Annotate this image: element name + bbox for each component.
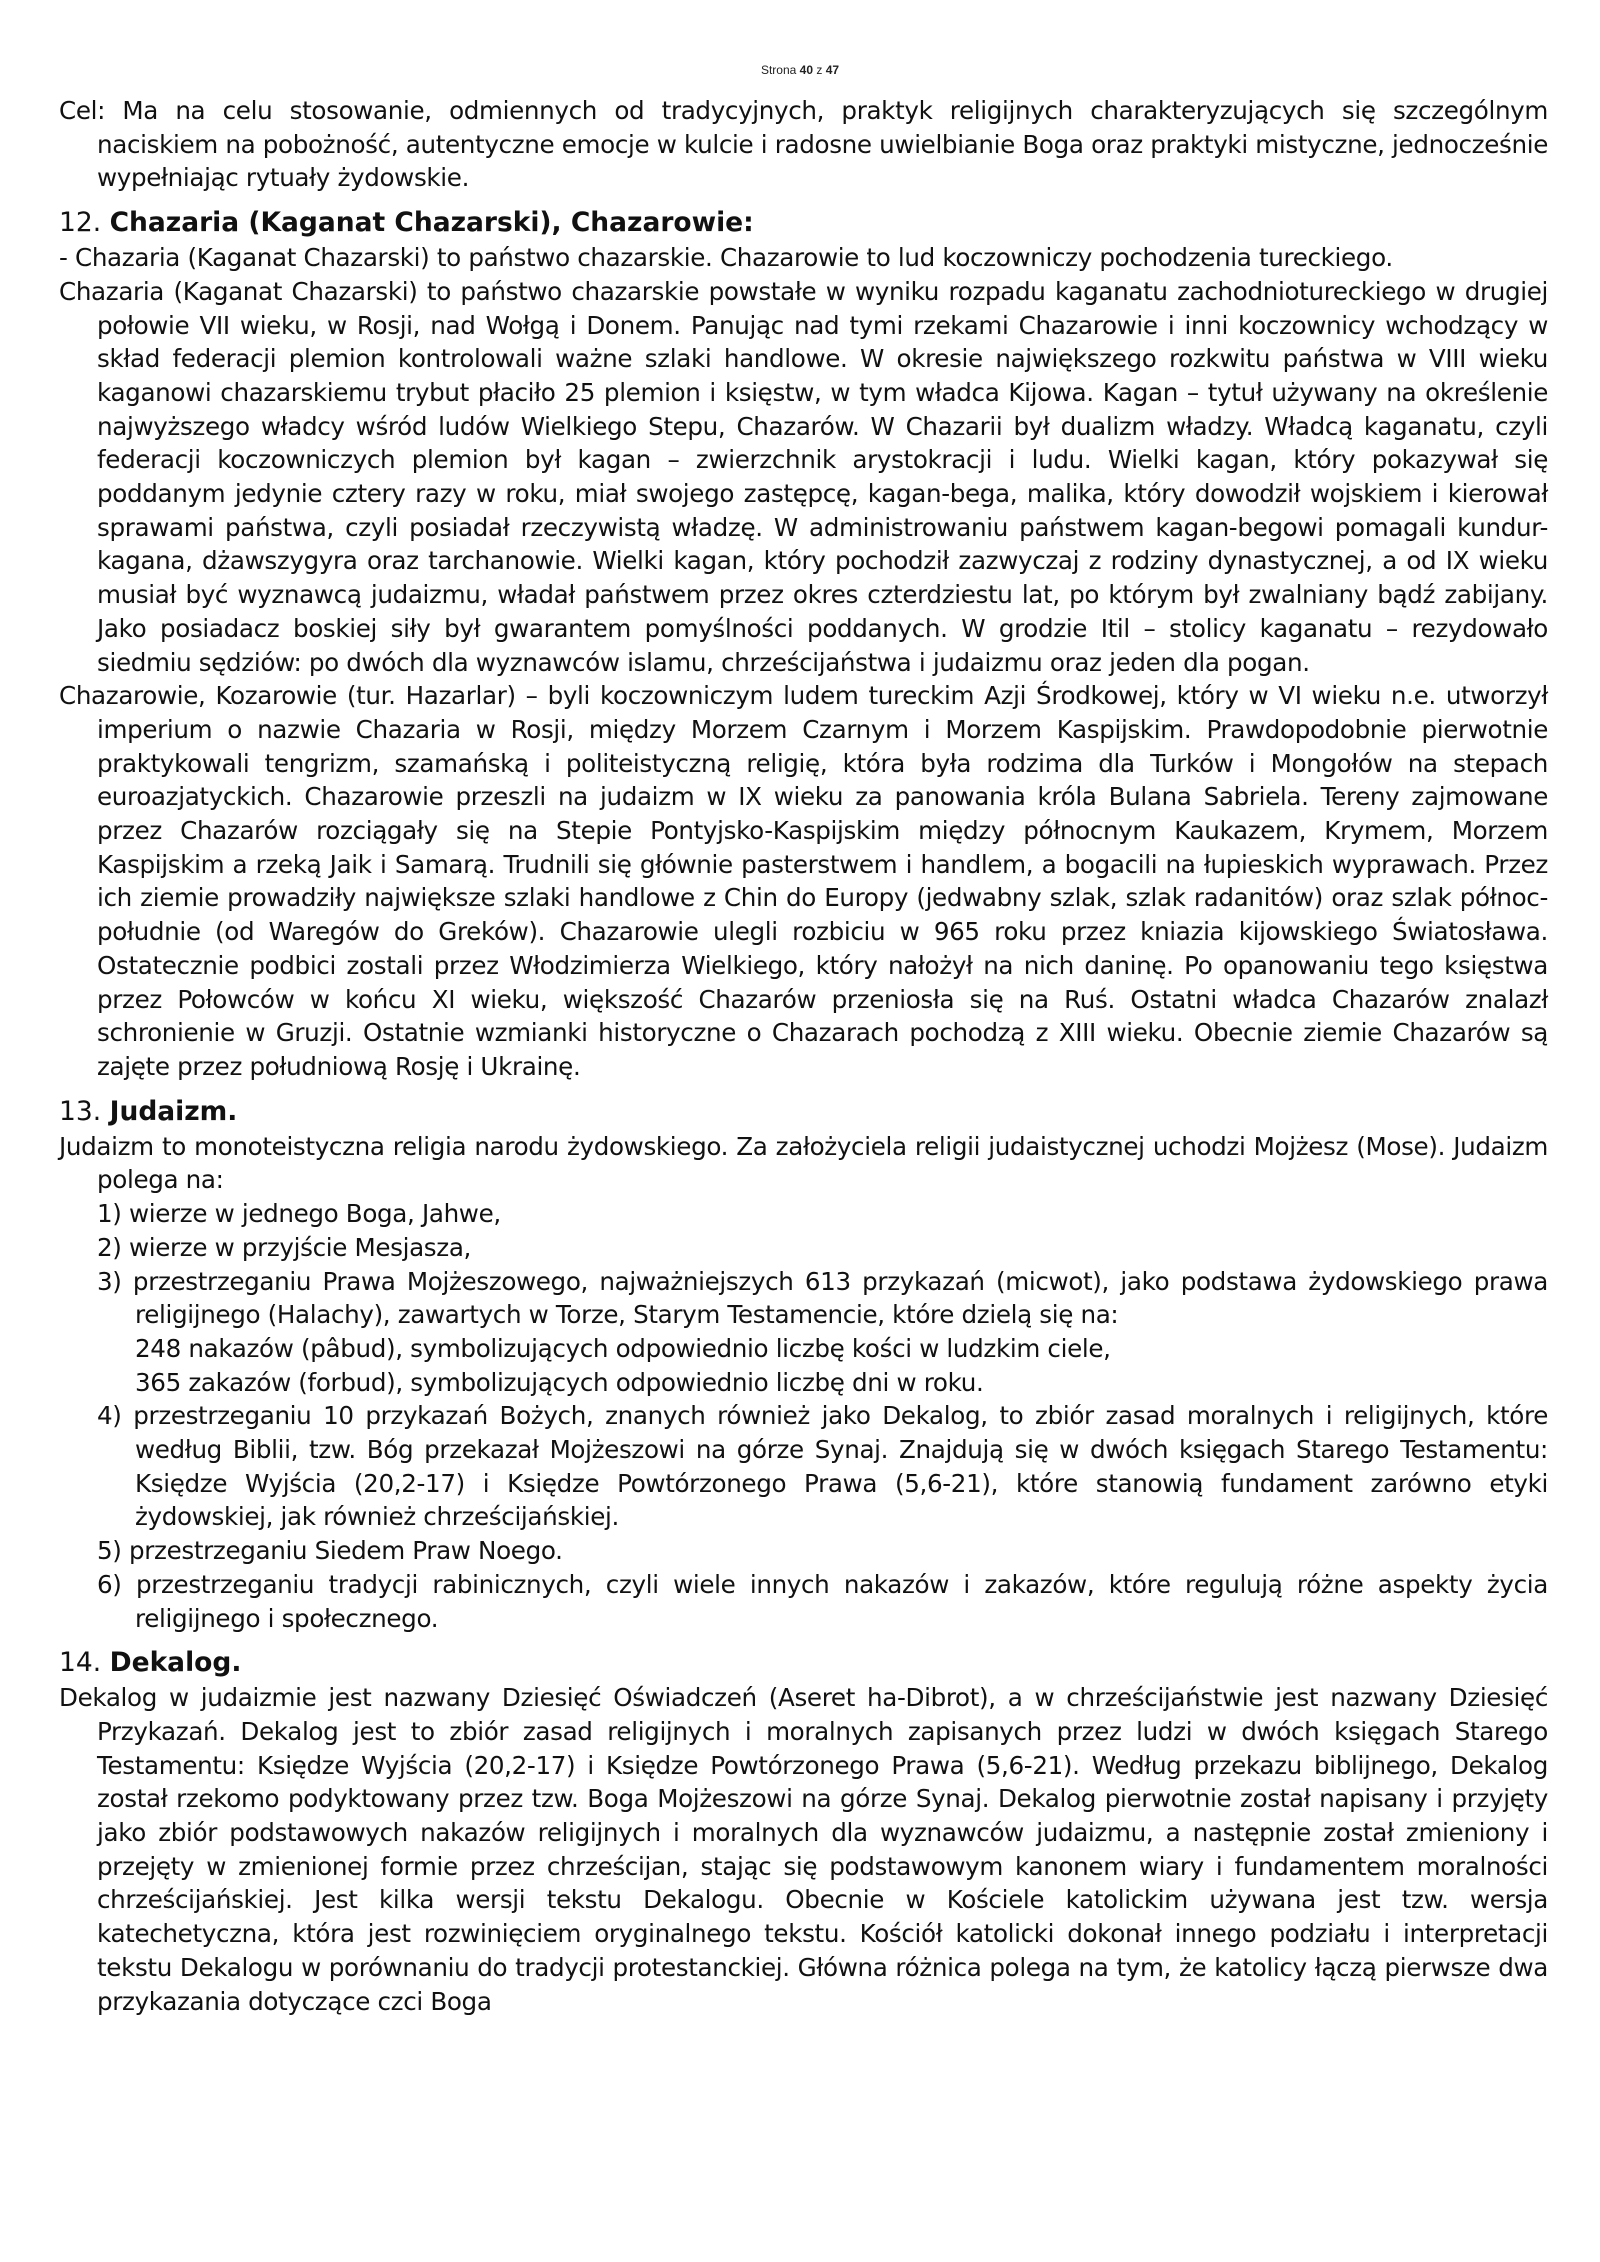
page-current: 40 [799, 63, 813, 77]
section-13-number: 13. [59, 1095, 102, 1127]
section-14-title: Dekalog. [109, 1647, 242, 1679]
list-item: 2) wierze w przyjście Mesjasza, [97, 1232, 472, 1262]
section-12-title: Chazaria (Kaganat Chazarski), Chazarowie: [109, 207, 754, 239]
section-13-title: Judaizm. [109, 1095, 238, 1127]
section-12-number: 12. [59, 207, 102, 239]
sub-list-item: 365 zakazów (forbud), symbolizujących odpowiednio liczbę dni w roku. [135, 1367, 984, 1397]
section-12-paragraph: - Chazaria (Kaganat Chazarski) to państwo chazarskie. Chazarowie to lud koczowniczy pochodzenia tureckiego. [59, 243, 1393, 273]
list-item: 3) przestrzeganiu Prawa Mojżeszowego, najważniejszych 613 przykazań (micwot), jako podstawa żydowskiego prawa religijnego (Halachy), zawartych w Torze, Starym Testamencie, które dzielą się na: [97, 1266, 1548, 1330]
cel-paragraph: Cel: Ma na celu stosowanie, odmiennych od tradycyjnych, praktyk religijnych charakteryzujących się szczególnym naciskiem na pobożność, autentyczne emocje w kulcie i radosne uwielbianie Boga oraz praktyki mistyczne, jednocześnie wypełniając rytuały żydowskie. [59, 96, 1548, 193]
section-12-heading [59, 205, 1548, 241]
section-14-number: 14. [59, 1647, 102, 1679]
page-number [0, 63, 1600, 77]
section-14-heading [59, 1645, 1548, 1681]
section-12-paragraph: Chazaria (Kaganat Chazarski) to państwo chazarskie powstałe w wyniku rozpadu kaganatu zachodniotureckiego w drugiej połowie VII wieku, w Rosji, nad Wołgą i Donem. Panując nad tymi rzekami Chazarowie i inni koczownicy wchodzący w skład federacji plemion kontrolowali ważne szlaki handlowe. W okresie największego rozkwitu państwa w VIII wieku kaganowi chazarskiemu trybut płaciło 25 plemion i księstw, w tym władca Kijowa. Kagan – tytuł używany na określenie najwyższego władcy wśród ludów Wielkiego Stepu, Chazarów. W Chazarii był dualizm władzy. Władcą kaganatu, czyli federacji koczowniczych plemion był kagan – zwierzchnik arystokracji i ludu. Wielki kagan, który pokazywał się poddanym jedynie cztery razy w roku, miał swojego zastępcę, kagan-bega, malika, który dowodził wojskiem i kierował sprawami państwa, czyli posiadał rzeczywistą władzę. W administrowaniu państwem kagan-begowi pomagali kundur-kagana, dżawszygyra oraz tarchanowie. Wielki kagan, który pochodził zazwyczaj z rodziny dynastycznej, a od IX wieku musiał być wyznawcą judaizmu, władał państwem przez okres czterdziestu lat, po którym był zwalniany bądź zabijany. Jako posiadacz boskiej siły był gwarantem pomyślności poddanych. W grodzie Itil – stolicy kaganatu – rezydowało siedmiu sędziów: po dwóch dla wyznawców islamu, chrześcijaństwa i judaizmu oraz jeden dla pogan. [59, 276, 1548, 677]
section-13-heading [59, 1094, 1548, 1130]
sub-list-item: 248 nakazów (pâbud), symbolizujących odpowiednio liczbę kości w ludzkim ciele, [135, 1333, 1111, 1363]
list-item: 1) wierze w jednego Boga, Jahwe, [97, 1199, 501, 1229]
page-prefix: Strona [760, 63, 797, 77]
list-item: 6) przestrzeganiu tradycji rabinicznych, czyli wiele innych nakazów i zakazów, które regulują różne aspekty życia religijnego i społecznego. [97, 1569, 1548, 1633]
document-body [59, 94, 1548, 2018]
list-item: 5) przestrzeganiu Siedem Praw Noego. [97, 1536, 563, 1566]
page-total: 47 [825, 63, 840, 77]
section-12-paragraph: Chazarowie, Kozarowie (tur. Hazarlar) – byli koczowniczym ludem tureckim Azji Środkowej, który w VI wieku n.e. utworzył imperium o nazwie Chazaria w Rosji, między Morzem Czarnym i Morzem Kaspijskim. Prawdopodobnie pierwotnie praktykowali tengrizm, szamańską i politeistyczną religię, która była rodzima dla Turków i Mongołów na stepach euroazjatyckich. Chazarowie przeszli na judaizm w IX wieku za panowania króla Bulana Sabriela. Tereny zajmowane przez Chazarów rozciągały się na Stepie Pontyjsko-Kaspijskim między północnym Kaukazem, Krymem, Morzem Kaspijskim a rzeką Jaik i Samarą. Trudnili się głównie pasterstwem i handlem, a bogacili na łupieskich wyprawach. Przez ich ziemie prowadziły największe szlaki handlowe z Chin do Europy (jedwabny szlak, szlak radanitów) oraz szlak północ-południe (od Waregów do Greków). Chazarowie ulegli rozbiciu w 965 roku przez kniazia kijowskiego Światosława. Ostatecznie podbici zostali przez Włodzimierza Wielkiego, który nałożył na nich daninę. Po opanowaniu tego księstwa przez Połowców w końcu XI wieku, większość Chazarów przeniosła się na Ruś. Ostatni władca Chazarów znalazł schronienie w Gruzji. Ostatnie wzmianki historyczne o Chazarach pochodzą z XIII wieku. Obecnie ziemie Chazarów są zajęte przez południową Rosję i Ukrainę. [59, 681, 1548, 1081]
section-14-paragraph: Dekalog w judaizmie jest nazwany Dziesięć Oświadczeń (Aseret ha-Dibrot), a w chrześcijaństwie jest nazwany Dziesięć Przykazań. Dekalog jest to zbiór zasad religijnych i moralnych zapisanych przez ludzi w dwóch księgach Starego Testamentu: Księdze Wyjścia (20,2-17) i Księdze Powtórzonego Prawa (5,6-21). Według przekazu biblijnego, Dekalog został rzekomo podyktowany przez tzw. Boga Mojżeszowi na górze Synaj. Dekalog pierwotnie został napisany i przyjęty jako zbiór podstawowych nakazów religijnych i moralnych dla wyznawców judaizmu, a następnie został zmieniony i przejęty w zmienionej formie przez chrześcijan, stając się podstawowym kanonem wiary i fundamentem moralności chrześcijańskiej. Jest kilka wersji tekstu Dekalogu. Obecnie w Kościele katolickim używana jest tzw. wersja katechetyczna, która jest rozwinięciem oryginalnego tekstu. Kościół katolicki dokonał innego podziału i interpretacji tekstu Dekalogu w porównaniu do tradycji protestanckiej. Główna różnica polega na tym, że katolicy łączą pierwsze dwa przykazania dotyczące czci Boga [59, 1683, 1548, 2016]
section-13-intro: Judaizm to monoteistyczna religia narodu żydowskiego. Za założyciela religii judaistycznej uchodzi Mojżesz (Mose). Judaizm polega na: [59, 1131, 1548, 1195]
page-separator: z [816, 63, 823, 77]
list-item: 4) przestrzeganiu 10 przykazań Bożych, znanych również jako Dekalog, to zbiór zasad moralnych i religijnych, które według Biblii, tzw. Bóg przekazał Mojżeszowi na górze Synaj. Znajdują się w dwóch księgach Starego Testamentu: Księdze Wyjścia (20,2-17) i Księdze Powtórzonego Prawa (5,6-21), które stanowią fundament zarówno etyki żydowskiej, jak również chrześcijańskiej. [97, 1401, 1548, 1532]
